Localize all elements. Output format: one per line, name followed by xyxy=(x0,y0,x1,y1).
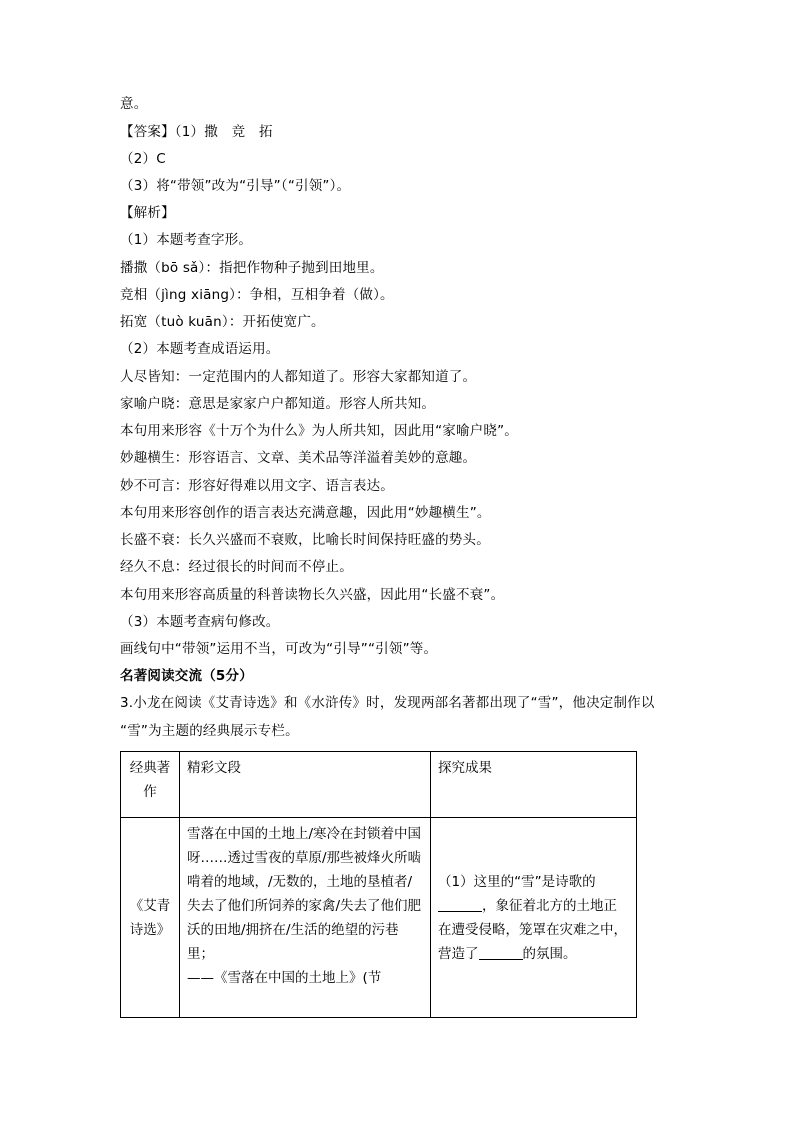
question-line: 3.小龙在阅读《艾青诗选》和《水浒传》时，发现两部名著都出现了“雪”，他决定制作以 xyxy=(120,695,655,711)
text-line: （2）本题考查成语运用。 xyxy=(120,341,280,357)
result-text: ，象征着北方的土地正在遭受侵略，笼罩在灾难之中，营造了 xyxy=(438,897,627,962)
header-cell: 探究成果 xyxy=(431,752,637,818)
answer-blank[interactable] xyxy=(438,897,482,912)
answer-line: 【答案】（1）撒 竞 拓 xyxy=(120,124,273,140)
excerpt-source: ——《雪落在中国的土地上》(节 xyxy=(187,970,382,986)
text-line: 本句用来形容高质量的科普读物长久兴盛，因此用“长盛不衰”。 xyxy=(120,587,505,603)
text-line: 妙趣横生：形容语言、文章、美术品等洋溢着美妙的意趣。 xyxy=(120,450,477,466)
table-row xyxy=(121,818,637,1018)
question-line: “雪”为主题的经典展示专栏。 xyxy=(120,723,299,739)
text-line: 意。 xyxy=(120,96,148,112)
excerpt-cell xyxy=(180,818,431,1018)
text-line: 本句用来形容《十万个为什么》为人所共知，因此用“家喻户晓”。 xyxy=(120,423,518,439)
header-cell: 精彩文段 xyxy=(180,752,431,818)
result-text: 的氛围。 xyxy=(522,945,577,962)
text-line: 妙不可言：形容好得难以用文字、语言表达。 xyxy=(120,478,394,494)
text-line: （1）本题考查字形。 xyxy=(120,232,253,248)
result-cell xyxy=(431,818,637,1018)
work-cell: 《艾青诗选》 xyxy=(121,818,180,1018)
text-line: 经久不息：经过很长的时间而不停止。 xyxy=(120,559,353,575)
text-line: 拓宽（tuò kuān）：开拓使宽广。 xyxy=(120,314,325,330)
analysis-heading: 【解析】 xyxy=(120,205,175,221)
text-line: 本句用来形容创作的语言表达充满意趣，因此用“妙趣横生”。 xyxy=(120,505,491,521)
text-line: 竞相（jìng xiāng）：争相，互相争着（做）。 xyxy=(120,287,394,303)
text-line: 人尽皆知：一定范围内的人都知道了。形容大家都知道了。 xyxy=(120,369,477,385)
text-line: 长盛不衰：长久兴盛而不衰败，比喻长时间保持旺盛的势头。 xyxy=(120,532,490,548)
exhibit-table xyxy=(120,751,637,1018)
text-line: （3）将“带领”改为“引导”（“引领”）。 xyxy=(120,178,351,194)
text-line: （3）本题考查病句修改。 xyxy=(120,614,280,630)
excerpt-text: 雪落在中国的土地上/寒冷在封锁着中国呀……透过雪夜的草原/那些被烽火所啮啃着的地域，/无数的，土地的垦植者/失去了他们所饲养的家禽/失去了他们肥沃的田地/拥挤在/生活的绝望的污巷里； xyxy=(187,826,422,962)
answer-blank[interactable] xyxy=(479,945,523,960)
header-cell: 经典著作 xyxy=(121,752,180,818)
text-line: 家喻户晓：意思是家家户户都知道。形容人所共知。 xyxy=(120,396,436,412)
text-line: 播撒（bō sǎ）：指把作物种子抛到田地里。 xyxy=(120,260,384,276)
table-header-row xyxy=(121,752,637,818)
result-text: （1）这里的“雪”是诗歌的 xyxy=(438,873,596,890)
text-line: （2）C xyxy=(120,151,166,167)
text-line: 画线句中“带领”运用不当，可改为“引导”“引领”等。 xyxy=(120,641,438,657)
section-heading: 名著阅读交流（5分） xyxy=(120,668,253,684)
